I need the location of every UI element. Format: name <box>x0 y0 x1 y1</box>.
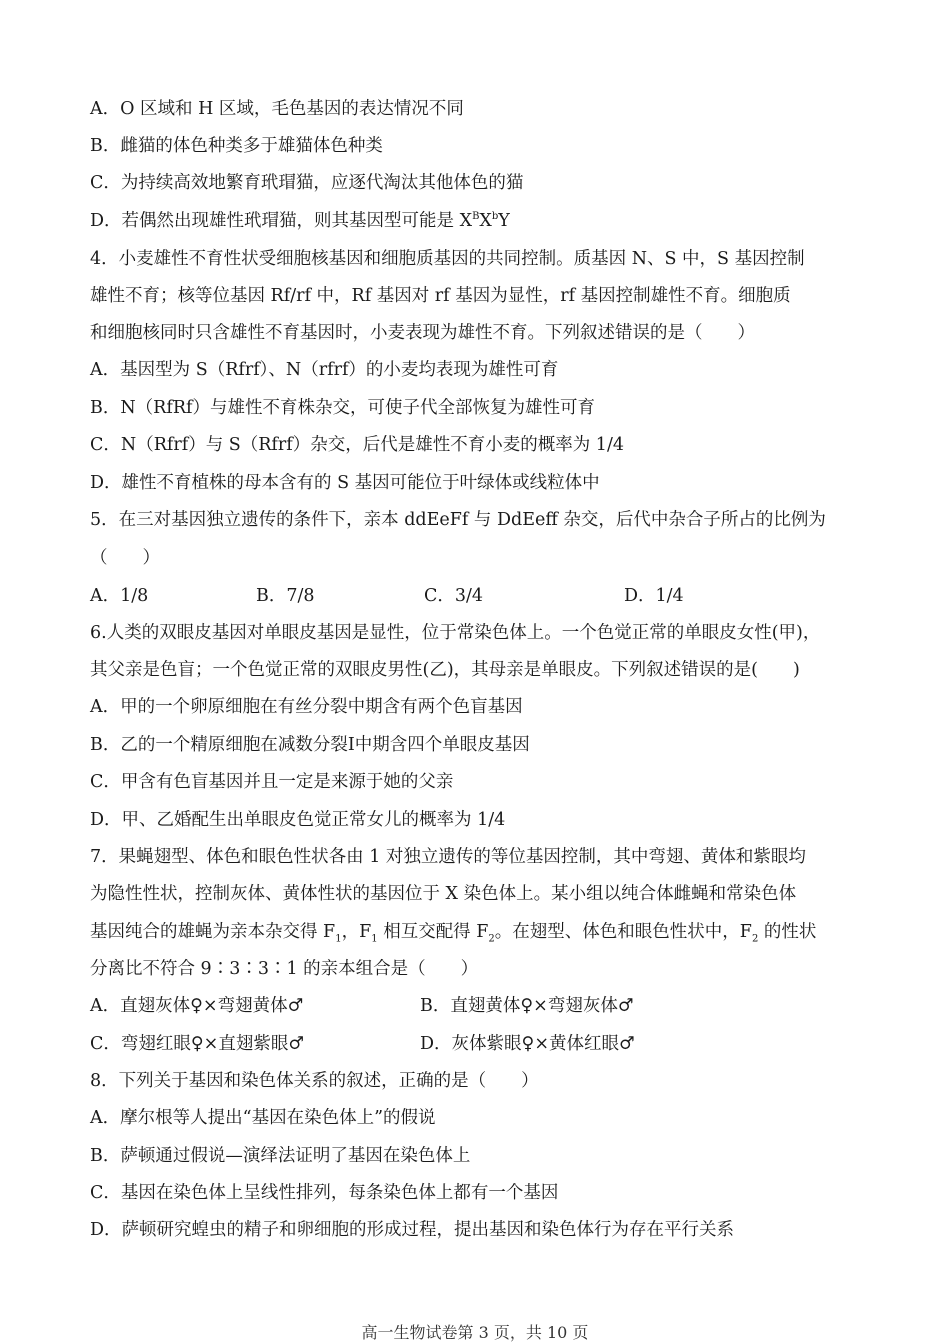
q7-option-b: B．直翅黄体♀×弯翅灰体♂ <box>420 996 634 1016</box>
q8-option-a: A．摩尔根等人提出“基因在染色体上”的假说 <box>90 1108 436 1128</box>
q6-option-b: B．乙的一个精原细胞在减数分裂Ⅰ中期含四个单眼皮基因 <box>90 735 530 755</box>
q6-option-a: A．甲的一个卵原细胞在有丝分裂中期含有两个色盲基因 <box>90 697 523 717</box>
q8-option-c: C．基因在染色体上呈线性排列，每条染色体上都有一个基因 <box>90 1183 559 1203</box>
superscript: B <box>472 211 480 223</box>
q6-option-d: D．甲、乙婚配生出单眼皮色觉正常女儿的概率为 1/4 <box>90 810 506 830</box>
q3-option-c: C．为持续高效地繁育玳瑁猫，应逐代淘汰其他体色的猫 <box>90 173 524 193</box>
q4-option-a: A．基因型为 S（Rfrf）、N（rfrf）的小麦均表现为雄性可育 <box>90 360 559 380</box>
q5-stem-line-2: （ ） <box>90 548 160 568</box>
q7-stem-line-1: 7．果蝇翅型、体色和眼色性状各由 1 对独立遗传的等位基因控制，其中弯翅、黄体和紫眼均 <box>90 847 806 867</box>
superscript: b <box>491 211 499 223</box>
q8-option-b: B．萨顿通过假说—演绎法证明了基因在染色体上 <box>90 1146 471 1166</box>
page-footer: 高一生物试卷第 3 页，共 10 页 <box>361 1323 589 1342</box>
q6-option-c: C．甲含有色盲基因并且一定是来源于她的父亲 <box>90 772 454 792</box>
q8-option-d: D．萨顿研究蝗虫的精子和卵细胞的形成过程，提出基因和染色体行为存在平行关系 <box>90 1220 735 1240</box>
subscript: 1 <box>335 933 342 945</box>
subscript: 1 <box>371 933 378 945</box>
q8-stem: 8．下列关于基因和染色体关系的叙述，正确的是（ ） <box>90 1071 539 1091</box>
q5-option-b: B．7/8 <box>256 586 315 606</box>
q7-stem-line-4: 分离比不符合 9∶3∶3∶1 的亲本组合是（ ） <box>90 959 479 979</box>
q7-option-a: A．直翅灰体♀×弯翅黄体♂ <box>90 996 304 1016</box>
q7-stem-line-3: 基因纯合的雄蝇为亲本杂交得 $F_1$，$F_1$ 相互交配得 $F_2$。在翅型、体色和眼色性状中，$F_2$ 的性状 <box>90 922 817 945</box>
subscript: 2 <box>488 933 495 945</box>
q7-option-d: D．灰体紫眼♀×黄体红眼♂ <box>420 1034 635 1054</box>
q4-option-d: D．雄性不育植株的母本含有的 S 基因可能位于叶绿体或线粒体中 <box>90 473 600 493</box>
q5-option-d: D．1/4 <box>624 586 684 606</box>
q7-option-c: C．弯翅红眼♀×直翅紫眼♂ <box>90 1034 305 1054</box>
q6-stem-line-1: 6.人类的双眼皮基因对单眼皮基因是显性，位于常染色体上。一个色觉正常的单眼皮女性(甲)， <box>90 623 821 643</box>
q4-stem-line-1: 4．小麦雄性不育性状受细胞核基因和细胞质基因的共同控制。质基因 N、S 中，S 基因控制 <box>90 249 805 269</box>
q4-stem-line-2: 雄性不育；核等位基因 Rf/rf 中，Rf 基因对 rf 基因为显性，rf 基因控制雄性不育。细胞质 <box>90 286 791 306</box>
q6-stem-line-2: 其父亲是色盲；一个色觉正常的双眼皮男性(乙)，其母亲是单眼皮。下列叙述错误的是( ) <box>90 660 800 680</box>
q4-option-c: C．N（Rfrf）与 S（Rfrf）杂交，后代是雄性不育小麦的概率为 1/4 <box>90 435 624 455</box>
q5-option-c: C．3/4 <box>424 586 484 606</box>
q4-stem-line-3: 和细胞核同时只含雄性不育基因时，小麦表现为雄性不育。下列叙述错误的是（ ） <box>90 323 755 343</box>
q5-stem-line-1: 5．在三对基因独立遗传的条件下，亲本 ddEeFf 与 DdEeff 杂交，后代中杂合子所占的比例为 <box>90 510 826 530</box>
q3-option-b: B．雌猫的体色种类多于雄猫体色种类 <box>90 136 383 156</box>
q7-stem-line-2: 为隐性性状，控制灰体、黄体性状的基因位于 X 染色体上。某小组以纯合体雌蝇和常染色体 <box>90 884 797 904</box>
q3-option-d: D．若偶然出现雄性玳瑁猫，则其基因型可能是 $X^BX^bY$ <box>90 211 510 231</box>
q5-option-a: A．1/8 <box>90 586 149 606</box>
subscript: 2 <box>751 933 759 945</box>
q3-option-a: A．O 区域和 H 区域，毛色基因的表达情况不同 <box>90 99 464 119</box>
q4-option-b: B．N（RfRf）与雄性不育株杂交，可使子代全部恢复为雄性可育 <box>90 398 595 418</box>
